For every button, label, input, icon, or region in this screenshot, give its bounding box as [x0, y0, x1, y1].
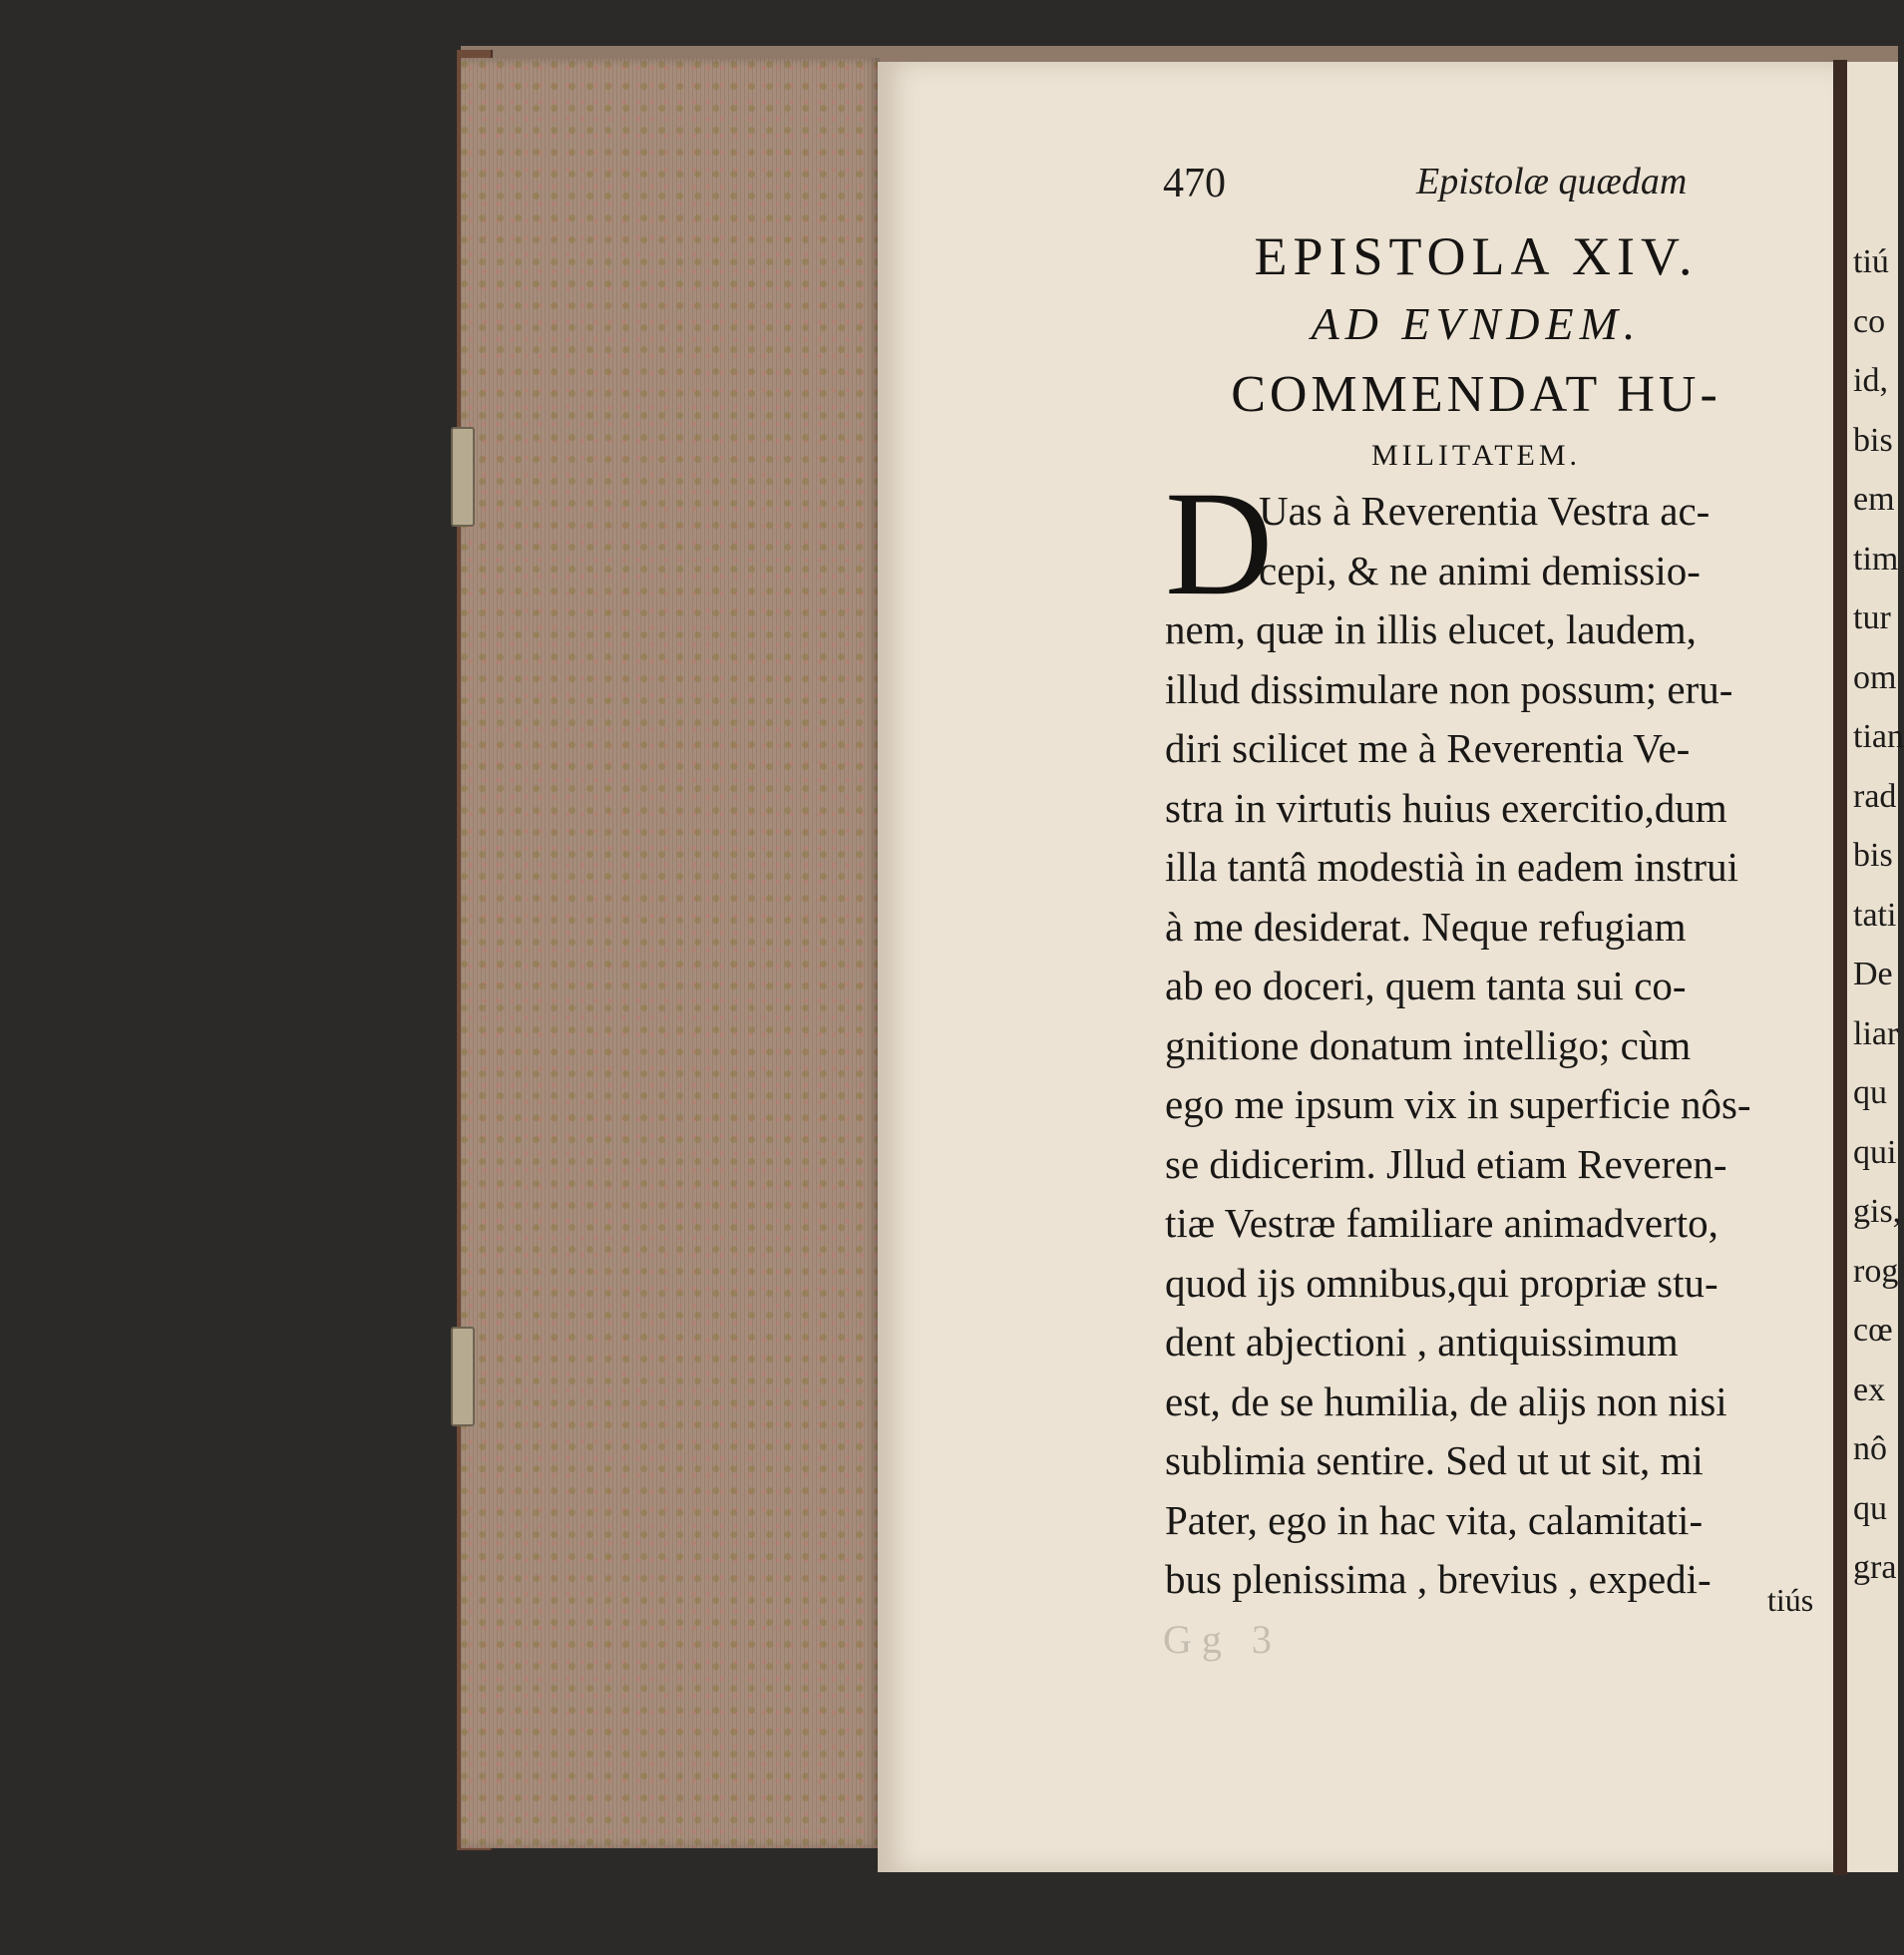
text-line: se didicerim. Jllud etiam Reveren-: [1165, 1140, 1727, 1187]
facing-page-fragment: bis: [1853, 837, 1893, 874]
facing-page-fragment: tur: [1853, 599, 1891, 636]
text-line: dent abjectioni , antiquissimum: [1165, 1319, 1679, 1365]
facing-page-fragment: De: [1853, 956, 1893, 992]
text-line: bus plenissima , brevius , expedi-: [1165, 1556, 1712, 1602]
facing-page-fragment: rad: [1853, 777, 1897, 815]
facing-page-fragment: id,: [1853, 362, 1888, 399]
catchword: tiús: [1767, 1582, 1814, 1618]
facing-page-fragment: tiú: [1853, 243, 1889, 280]
letter-title: EPISTOLA XIV.: [1254, 226, 1699, 286]
drop-cap: D: [1165, 461, 1274, 626]
letter-subject-line-1: COMMENDAT HU-: [1231, 366, 1721, 423]
text-line: cepi, & ne animi demissio-: [1259, 547, 1701, 593]
page-signature-show-through: Gg 3: [1163, 1617, 1282, 1662]
page-number: 470: [1163, 161, 1226, 206]
facing-page-fragment: tati: [1853, 896, 1897, 934]
facing-page-fragment: nô: [1853, 1430, 1887, 1467]
text-line: ego me ipsum vix in superficie nôs-: [1165, 1081, 1751, 1127]
text-line: stra in virtutis huius exercitio,dum: [1165, 784, 1727, 831]
facing-page-fragment: em: [1853, 481, 1895, 518]
book-fore-edge: [461, 58, 880, 1848]
facing-page-fragment: co: [1853, 302, 1886, 340]
text-line: diri scilicet me à Reverentia Ve-: [1165, 725, 1691, 771]
text-line: illud dissimulare non possum; eru-: [1165, 665, 1733, 712]
text-line: gnitione donatum intelligo; cùm: [1165, 1021, 1692, 1068]
facing-page-fragment: tim: [1853, 540, 1899, 578]
facing-page-fragment: gis,: [1853, 1193, 1902, 1230]
clasp-top: [451, 427, 475, 527]
text-line: tiæ Vestræ familiare animadverto,: [1165, 1200, 1718, 1246]
letter-addressee: AD EVNDEM.: [1311, 298, 1642, 349]
text-line: est, de se humilia, de alijs non nisi: [1165, 1377, 1727, 1424]
text-line: Uas à Reverentia Vestra ac-: [1259, 488, 1711, 534]
facing-page-fragment: liar: [1853, 1014, 1899, 1052]
text-line: sublimia sentire. Sed ut ut sit, mi: [1165, 1437, 1704, 1483]
facing-page-fragment: rog: [1853, 1252, 1899, 1290]
text-line: quod ijs omnibus,qui propriæ stu-: [1165, 1259, 1718, 1306]
text-line: ab eo doceri, quem tanta sui co-: [1165, 963, 1687, 1008]
facing-page: [1847, 62, 1904, 1872]
facing-page-fragment: tian: [1853, 718, 1904, 755]
clasp-bottom: [451, 1327, 475, 1426]
facing-page-fragment: om: [1853, 658, 1897, 696]
facing-page-fragment: qu: [1853, 1074, 1887, 1111]
text-line: Pater, ego in hac vita, calamitati-: [1165, 1496, 1704, 1543]
text-line: illa tantâ modestià in eadem instrui: [1165, 844, 1738, 890]
text-line: nem, quæ in illis elucet, laudem,: [1165, 606, 1697, 652]
facing-page-fragment: gra: [1853, 1549, 1897, 1586]
letter-subject-line-2: MILITATEM.: [1370, 439, 1582, 472]
facing-page-fragment: cœ: [1853, 1312, 1893, 1349]
facing-page-fragment: bis: [1853, 421, 1893, 459]
text-line: à me desiderat. Neque refugiam: [1165, 903, 1687, 950]
facing-page-fragment: qui: [1853, 1133, 1897, 1171]
facing-page-fragment: ex: [1853, 1370, 1886, 1408]
book-gutter: [1833, 60, 1847, 1875]
running-head: Epistolæ quædam: [1416, 161, 1688, 202]
facing-page-fragment: qu: [1853, 1489, 1887, 1527]
